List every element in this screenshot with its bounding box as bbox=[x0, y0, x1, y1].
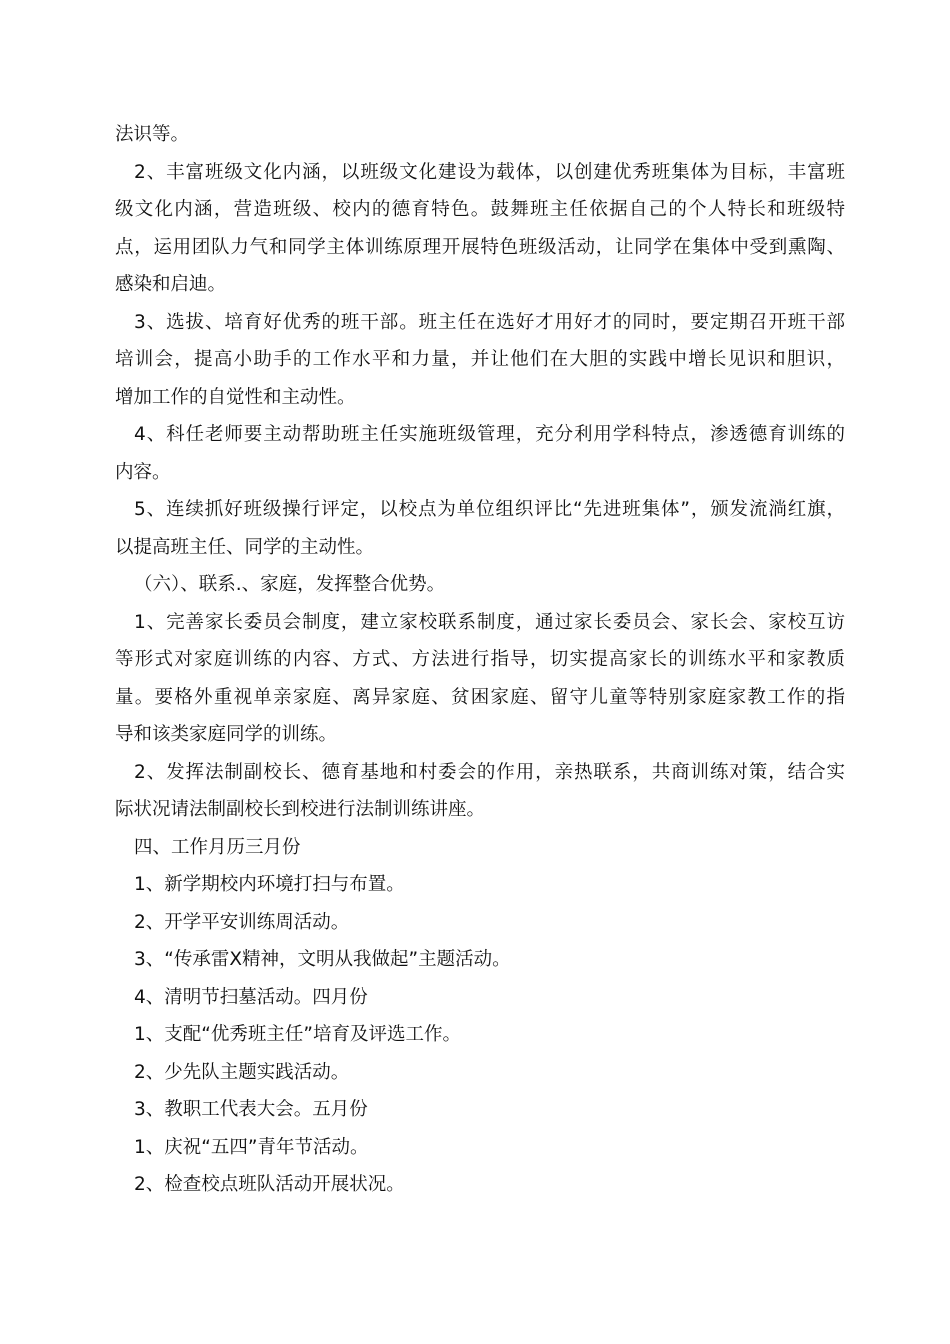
text-line: 3、“传承雷X精神，文明从我做起”主题活动。 bbox=[134, 949, 511, 970]
text-line: 1、完善家长委员会制度，建立家校联系制度，通过家长委员会、家长会、家校互访 bbox=[134, 611, 846, 633]
text-line: 3、选拔、培育好优秀的班干部。班主任在选好才用好才的同时，要定期召开班干部 bbox=[134, 311, 846, 333]
text-line: 3、教职工代表大会。五月份 bbox=[134, 1099, 368, 1120]
text-line: 法识等。 bbox=[115, 124, 190, 145]
text-line: 2、少先队主题实践活动。 bbox=[134, 1061, 350, 1083]
text-line: 4、清明节扫墓活动。四月份 bbox=[134, 986, 368, 1008]
text-line: 1、新学期校内环境打扫与布置。 bbox=[134, 874, 405, 895]
text-line: 导和该类家庭同学的训练。 bbox=[115, 724, 338, 745]
text-line: 2、丰富班级文化内涵，以班级文化建设为载体，以创建优秀班集体为目标，丰富班 bbox=[134, 161, 846, 183]
text-line: （六）、联系.、家庭，发挥整合优势。 bbox=[134, 574, 446, 595]
text-line: 量。要格外重视单亲家庭、离异家庭、贫困家庭、留守儿童等特别家庭家教工作的指 bbox=[115, 686, 847, 708]
text-line: 感染和启迪。 bbox=[115, 274, 227, 295]
text-line: 点，运用团队力气和同学主体训练原理开展特色班级活动，让同学在集体中受到熏陶、 bbox=[115, 236, 846, 258]
text-line: 1、支配“优秀班主任”培育及评选工作。 bbox=[134, 1024, 461, 1045]
text-line: 级文化内涵，营造班级、校内的德育特色。鼓舞班主任依据自己的个人特长和班级特 bbox=[115, 199, 847, 220]
text-line: 4、科任老师要主动帮助班主任实施班级管理，充分利用学科特点，渗透德育训练的 bbox=[134, 424, 846, 445]
text-line: 四、工作月历三月份 bbox=[134, 836, 301, 858]
text-line: 2、开学平安训练周活动。 bbox=[134, 911, 350, 933]
text-line: 内容。 bbox=[115, 461, 171, 483]
text-line: 2、检查校点班队活动开展状况。 bbox=[134, 1174, 405, 1195]
text-line: 2、发挥法制副校长、德育基地和村委会的作用，亲热联系，共商训练对策，结合实 bbox=[134, 761, 846, 783]
text-line: 以提高班主任、同学的主动性。 bbox=[115, 536, 375, 558]
text-line: 增加工作的自觉性和主动性。 bbox=[115, 386, 356, 408]
document-body bbox=[115, 116, 845, 1204]
text-line: 等形式对家庭训练的内容、方式、方法进行指导，切实提高家长的训练水平和家教质 bbox=[115, 649, 847, 670]
text-line: 培训会，提高小助手的工作水平和力量，并让他们在大胆的实践中增长见识和胆识， bbox=[115, 349, 847, 370]
text-line: 5、连续抓好班级操行评定，以校点为单位组织评比“先进班集体”，颁发流淌红旗， bbox=[134, 499, 846, 520]
text-line: 1、庆祝“五四”青年节活动。 bbox=[134, 1136, 369, 1158]
text-line: 际状况请法制副校长到校进行法制训练讲座。 bbox=[115, 799, 486, 820]
